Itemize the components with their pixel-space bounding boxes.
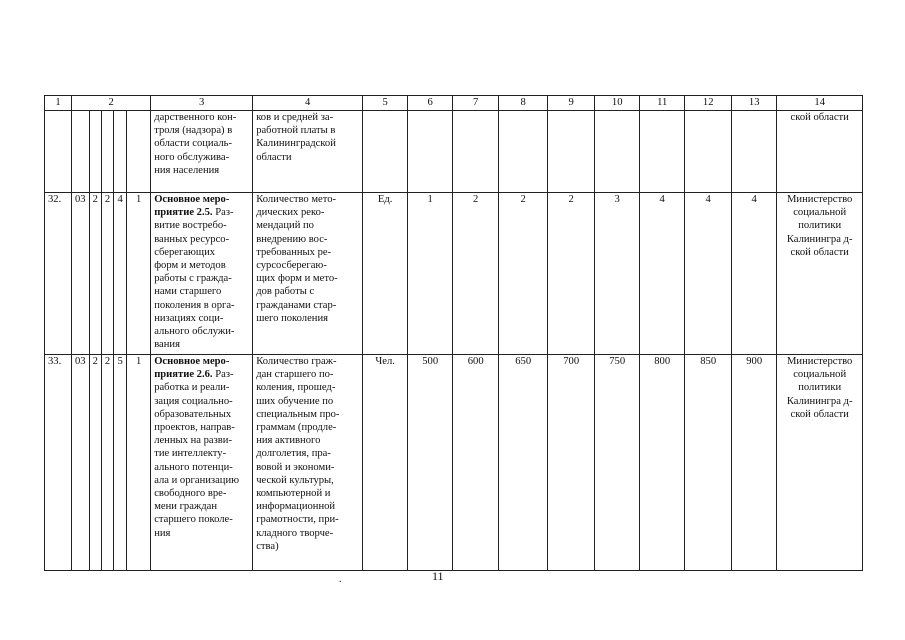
measure-line: вания: [154, 339, 180, 351]
measure-line: свободного вре-: [154, 488, 227, 500]
responsible-line: политики: [798, 382, 842, 394]
row-number: 33.: [45, 355, 72, 571]
measure-title-line: приятие 2.6.: [154, 369, 213, 381]
measure-line: образовательных: [154, 408, 232, 420]
responsible-cell: [777, 355, 863, 571]
header-col-9: 9: [548, 96, 595, 111]
value-cell: 800: [640, 355, 685, 571]
value-cell: 4: [640, 193, 685, 355]
responsible-line: Калинингра д-: [786, 395, 853, 407]
indicator-line: Количество граж-: [256, 356, 337, 367]
indicator-line: кладного творче-: [256, 527, 334, 539]
measure-line: Раз-: [215, 207, 234, 219]
value-cell: 2: [499, 193, 548, 355]
header-row: [45, 96, 863, 111]
header-col-8: 8: [499, 96, 548, 111]
code-cell: 1: [127, 355, 151, 571]
measure-line: ального потенци-: [154, 461, 233, 473]
measure-line: низациях соци-: [154, 312, 224, 324]
indicator-cell: [253, 193, 363, 355]
measure-cell: [151, 355, 253, 571]
responsible-line: ской области: [790, 408, 849, 420]
indicator-line: ства): [256, 540, 279, 552]
responsible-line: ской области: [790, 112, 849, 123]
measure-line: ния населения: [154, 164, 220, 176]
measure-line: ванных ресурсо-: [154, 233, 230, 245]
indicator-line: дов работы с: [256, 286, 315, 298]
code-cell: 2: [101, 355, 113, 571]
indicator-line: дан старшего по-: [256, 369, 334, 381]
header-col-10: 10: [595, 96, 640, 111]
indicator-line: вовой и экономи-: [256, 461, 335, 473]
measure-line: мени граждан: [154, 501, 218, 513]
indicator-line: компьютерной и: [256, 488, 331, 500]
measure-line: дарственного кон-: [154, 112, 237, 123]
header-col-12: 12: [685, 96, 732, 111]
measure-line: форм и методов: [154, 260, 226, 272]
code-cell: 03: [72, 193, 90, 355]
code-cell: 2: [101, 193, 113, 355]
indicator-line: области: [256, 151, 292, 163]
value-cell: 4: [685, 193, 732, 355]
measure-line: работы с гражда-: [154, 273, 232, 285]
responsible-line: Министерство: [787, 194, 853, 205]
code-cell: 2: [89, 193, 101, 355]
measure-line: поколения в орга-: [154, 299, 235, 311]
header-col-3: 3: [151, 96, 253, 111]
indicator-line: ния активного: [256, 435, 321, 447]
value-cell: 700: [548, 355, 595, 571]
indicator-line: работной платы в: [256, 125, 336, 137]
responsible-line: Министерство: [787, 356, 853, 367]
value-cell: 850: [685, 355, 732, 571]
indicator-line: информационной: [256, 501, 336, 513]
header-col-2: 2: [72, 96, 151, 111]
responsible-cell: [777, 193, 863, 355]
header-col-14: 14: [777, 96, 863, 111]
code-cell: 03: [72, 355, 90, 571]
value-cell: 750: [595, 355, 640, 571]
measure-cell: [151, 193, 253, 355]
table-row-33: [45, 355, 863, 571]
stray-dot: .: [339, 574, 342, 585]
row-number: 32.: [45, 193, 72, 355]
responsible-line: социальной: [793, 207, 847, 219]
measure-line: ального обслужи-: [154, 326, 235, 338]
indicator-line: ших обучение по: [256, 395, 334, 407]
header-col-13: 13: [732, 96, 777, 111]
header-col-5: 5: [363, 96, 408, 111]
responsible-line: Калинингра д-: [786, 233, 853, 245]
value-cell: 500: [408, 355, 453, 571]
indicator-line: внедрению вос-: [256, 233, 328, 245]
measure-line: проектов, направ-: [154, 422, 235, 434]
measure-line: витие востребо-: [154, 220, 227, 232]
measure-line: области социаль-: [154, 138, 233, 150]
indicator-line: Количество мето-: [256, 194, 337, 205]
indicator-cell: [253, 355, 363, 571]
indicator-line: ков и средней за-: [256, 112, 334, 123]
header-col-4: 4: [253, 96, 363, 111]
indicator-line: специальным про-: [256, 408, 340, 420]
responsible-line: социальной: [793, 369, 847, 381]
measure-line: троля (надзора) в: [154, 125, 233, 137]
code-cell: 1: [127, 193, 151, 355]
unit-cell: Чел.: [363, 355, 408, 571]
table-row-32: [45, 193, 863, 355]
value-cell: 3: [595, 193, 640, 355]
indicator-line: сурсосберегаю-: [256, 260, 327, 272]
value-cell: 4: [732, 193, 777, 355]
indicator-line: Калининградской: [256, 138, 336, 150]
indicator-line: долголетия, пра-: [256, 448, 331, 460]
responsible-line: политики: [798, 220, 842, 232]
measure-line: ала и организацию: [154, 474, 240, 486]
value-cell: 900: [732, 355, 777, 571]
responsible-line: ской области: [790, 246, 849, 258]
measure-line: сберегающих: [154, 246, 216, 258]
measure-title-line: приятие 2.5.: [154, 207, 213, 219]
indicator-line: щих форм и мето-: [256, 273, 338, 285]
indicator-line: мендаций по: [256, 220, 314, 232]
unit-cell: Ед.: [363, 193, 408, 355]
measure-line: Раз-: [215, 369, 234, 381]
table-row-continued: [45, 111, 863, 193]
code-cell: 5: [114, 355, 127, 571]
code-cell: 4: [114, 193, 127, 355]
measure-line: зация социально-: [154, 395, 233, 407]
measure-line: работка и реали-: [154, 382, 230, 394]
measure-title-line: Основное меро-: [154, 194, 230, 205]
value-cell: 1: [408, 193, 453, 355]
program-table: [44, 95, 863, 571]
indicator-line: шего поколения: [256, 312, 329, 324]
value-cell: 2: [453, 193, 499, 355]
measure-cell: [151, 111, 253, 193]
indicator-line: ческой культуры,: [256, 474, 334, 486]
indicator-line: граммам (продле-: [256, 422, 337, 434]
measure-title-line: Основное меро-: [154, 356, 230, 367]
indicator-line: требованных ре-: [256, 246, 332, 258]
code-cell: 2: [89, 355, 101, 571]
measure-line: ния: [154, 527, 171, 539]
measure-line: ленных на разви-: [154, 435, 232, 447]
measure-line: тие интеллекту-: [154, 448, 227, 460]
header-col-6: 6: [408, 96, 453, 111]
value-cell: 600: [453, 355, 499, 571]
header-col-1: 1: [45, 96, 72, 111]
header-col-7: 7: [453, 96, 499, 111]
value-cell: 2: [548, 193, 595, 355]
indicator-line: дических реко-: [256, 207, 325, 219]
indicator-cell: [253, 111, 363, 193]
value-cell: 650: [499, 355, 548, 571]
header-col-11: 11: [640, 96, 685, 111]
indicator-line: коления, прошед-: [256, 382, 336, 394]
measure-line: нами старшего: [154, 286, 222, 298]
indicator-line: грамотности, при-: [256, 514, 339, 526]
page-number: 11: [432, 569, 444, 583]
indicator-line: гражданами стар-: [256, 299, 337, 311]
measure-line: ного обслужива-: [154, 151, 230, 163]
responsible-cell: [777, 111, 863, 193]
measure-line: старшего поколе-: [154, 514, 233, 526]
